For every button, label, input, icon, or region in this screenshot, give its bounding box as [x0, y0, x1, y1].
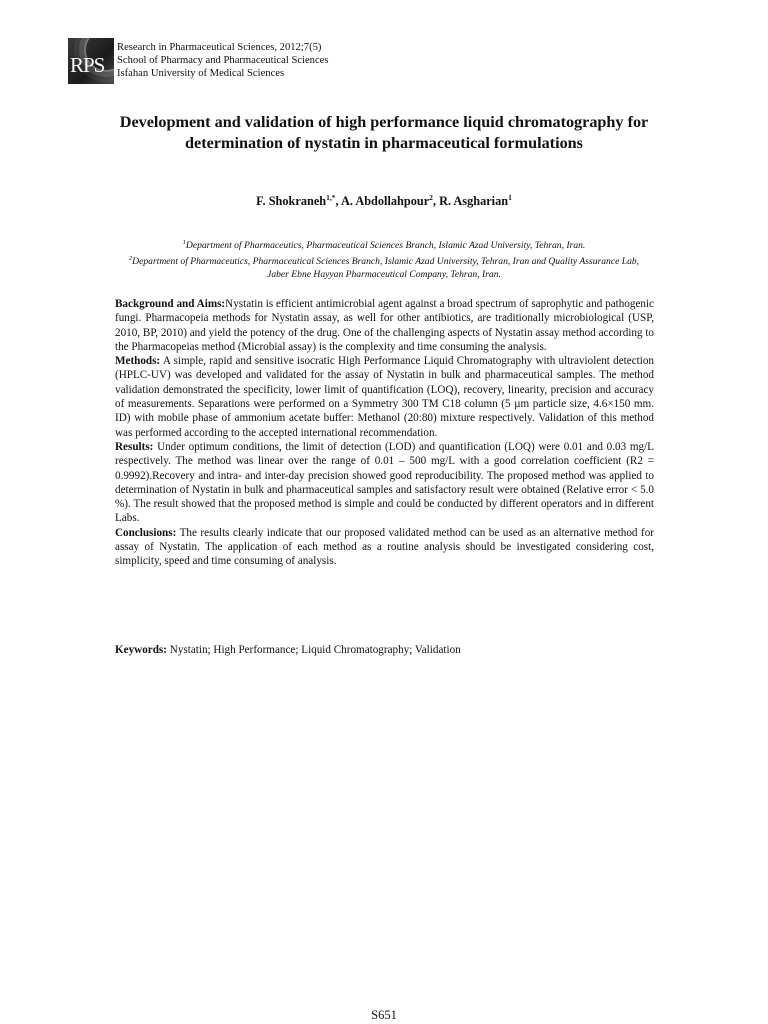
abstract-conclusions	[115, 526, 654, 569]
abstract-methods	[115, 354, 654, 440]
keywords	[115, 643, 654, 657]
affiliation-1	[128, 236, 640, 252]
conclusions-text: The results clearly indicate that our proposed validated method can be used as an alternative method for assay of Nystatin. The application of each method as a routine analysis should be investigated considering cost, simplicity, speed and time consuming of analysis.	[115, 526, 654, 568]
affiliation-mark: 1	[182, 239, 186, 246]
author-name: F. Shokraneh	[256, 194, 327, 208]
abstract	[115, 297, 654, 569]
author-affiliation-mark: 1,*	[326, 193, 336, 202]
author-list	[0, 193, 768, 209]
abstract-results	[115, 440, 654, 526]
background-text: Nystatin is efficient antimicrobial agent against a broad spectrum of saprophytic and pathogenic fungi. Pharmacopeia methods for Nystatin assay, as well for other antibiotics, are traditionally microbiological (USP, 2010, BP, 2010) and yield the potency of the drug. One of the challenging aspects of Nystatin assay method according to the Pharmacopeias method (Microbial assay) is the complexity and time consuming the analysis.	[115, 298, 654, 353]
keywords-label: Keywords:	[115, 644, 167, 656]
results-text: Under optimum conditions, the limit of detection (LOD) and quantification (LOQ) were 0.01 and 0.03 mg/L respectively. The method was linear over the range of 0.01 – 500 mg/L with a good correlation coefficient (R2 = 0.9992).Recovery and intra- and inter-day precision showed good reproducibility. The proposed method was applied to determination of Nystatin in bulk and pharmaceutical samples and satisfactory result were obtained (Relative error < 5.0 %). The result showed that the proposed method is simple and could be conducted by different operators and in different Labs.	[115, 440, 654, 525]
author-separator: ,	[335, 194, 341, 208]
author-affiliation-mark: 1	[508, 193, 512, 202]
paper-title: Development and validation of high performance liquid chromatography for determination of nystatin in pharmaceutical formulations	[119, 113, 649, 152]
affiliation-mark: 2	[128, 255, 133, 263]
journal-citation: Research in Pharmaceutical Sciences, 2012;7(5)	[117, 42, 322, 53]
journal-school: School of Pharmacy and Pharmaceutical Sciences	[117, 55, 329, 67]
author-affiliation-mark: 2	[429, 193, 433, 202]
rps-logo	[68, 38, 114, 84]
methods-text: A simple, rapid and sensitive isocratic High Performance Liquid Chromatography with ultraviolent detection (HPLC-UV) was developed and validated for the assay of Nystatin in bulk and pharmaceutical samples. The method validation demonstrated the specificity, lower limit of quantification (LOQ), recovery, linearity, precision and accuracy of measurements. Separations were performed on a Symmetry 300 TM C18 column (5 µm particle size, 4.6×150 mm. ID) with mobile phase of ammonium acetate buffer: Methanol (20:80) mixture respectively. Validation of this method was performed according to the accepted international recommendation.	[115, 355, 654, 439]
background-label: Background and Aims:	[115, 298, 226, 310]
journal-university: Isfahan University of Medical Sciences	[117, 68, 285, 80]
author-separator: ,	[432, 194, 440, 208]
page-number: S651	[371, 1008, 397, 1022]
results-label: Results:	[115, 440, 154, 453]
author-name: R. Asgharian	[439, 194, 509, 208]
methods-label: Methods:	[115, 355, 161, 368]
affiliation-text: Department of Pharmaceutics, Pharmaceutical Sciences Branch, Islamic Azad University, Tehran, Iran.	[185, 240, 586, 251]
author-name: A. Abdollahpour	[340, 194, 430, 208]
logo-text: RPS	[70, 53, 105, 77]
conclusions-label: Conclusions:	[115, 526, 177, 539]
affiliations	[128, 236, 640, 282]
abstract-background	[115, 297, 654, 354]
affiliation-text: Department of Pharmaceutics, Pharmaceutical Sciences Branch, Islamic Azad University, Tehran, Iran and Quality Assurance Lab, Jaber Ebne Hayyan Pharmaceutical Company, Tehran, Iran.	[132, 256, 640, 281]
keywords-text: Nystatin; High Performance; Liquid Chromatography; Validation	[166, 644, 461, 656]
journal-info	[117, 41, 329, 81]
affiliation-2	[128, 252, 640, 281]
